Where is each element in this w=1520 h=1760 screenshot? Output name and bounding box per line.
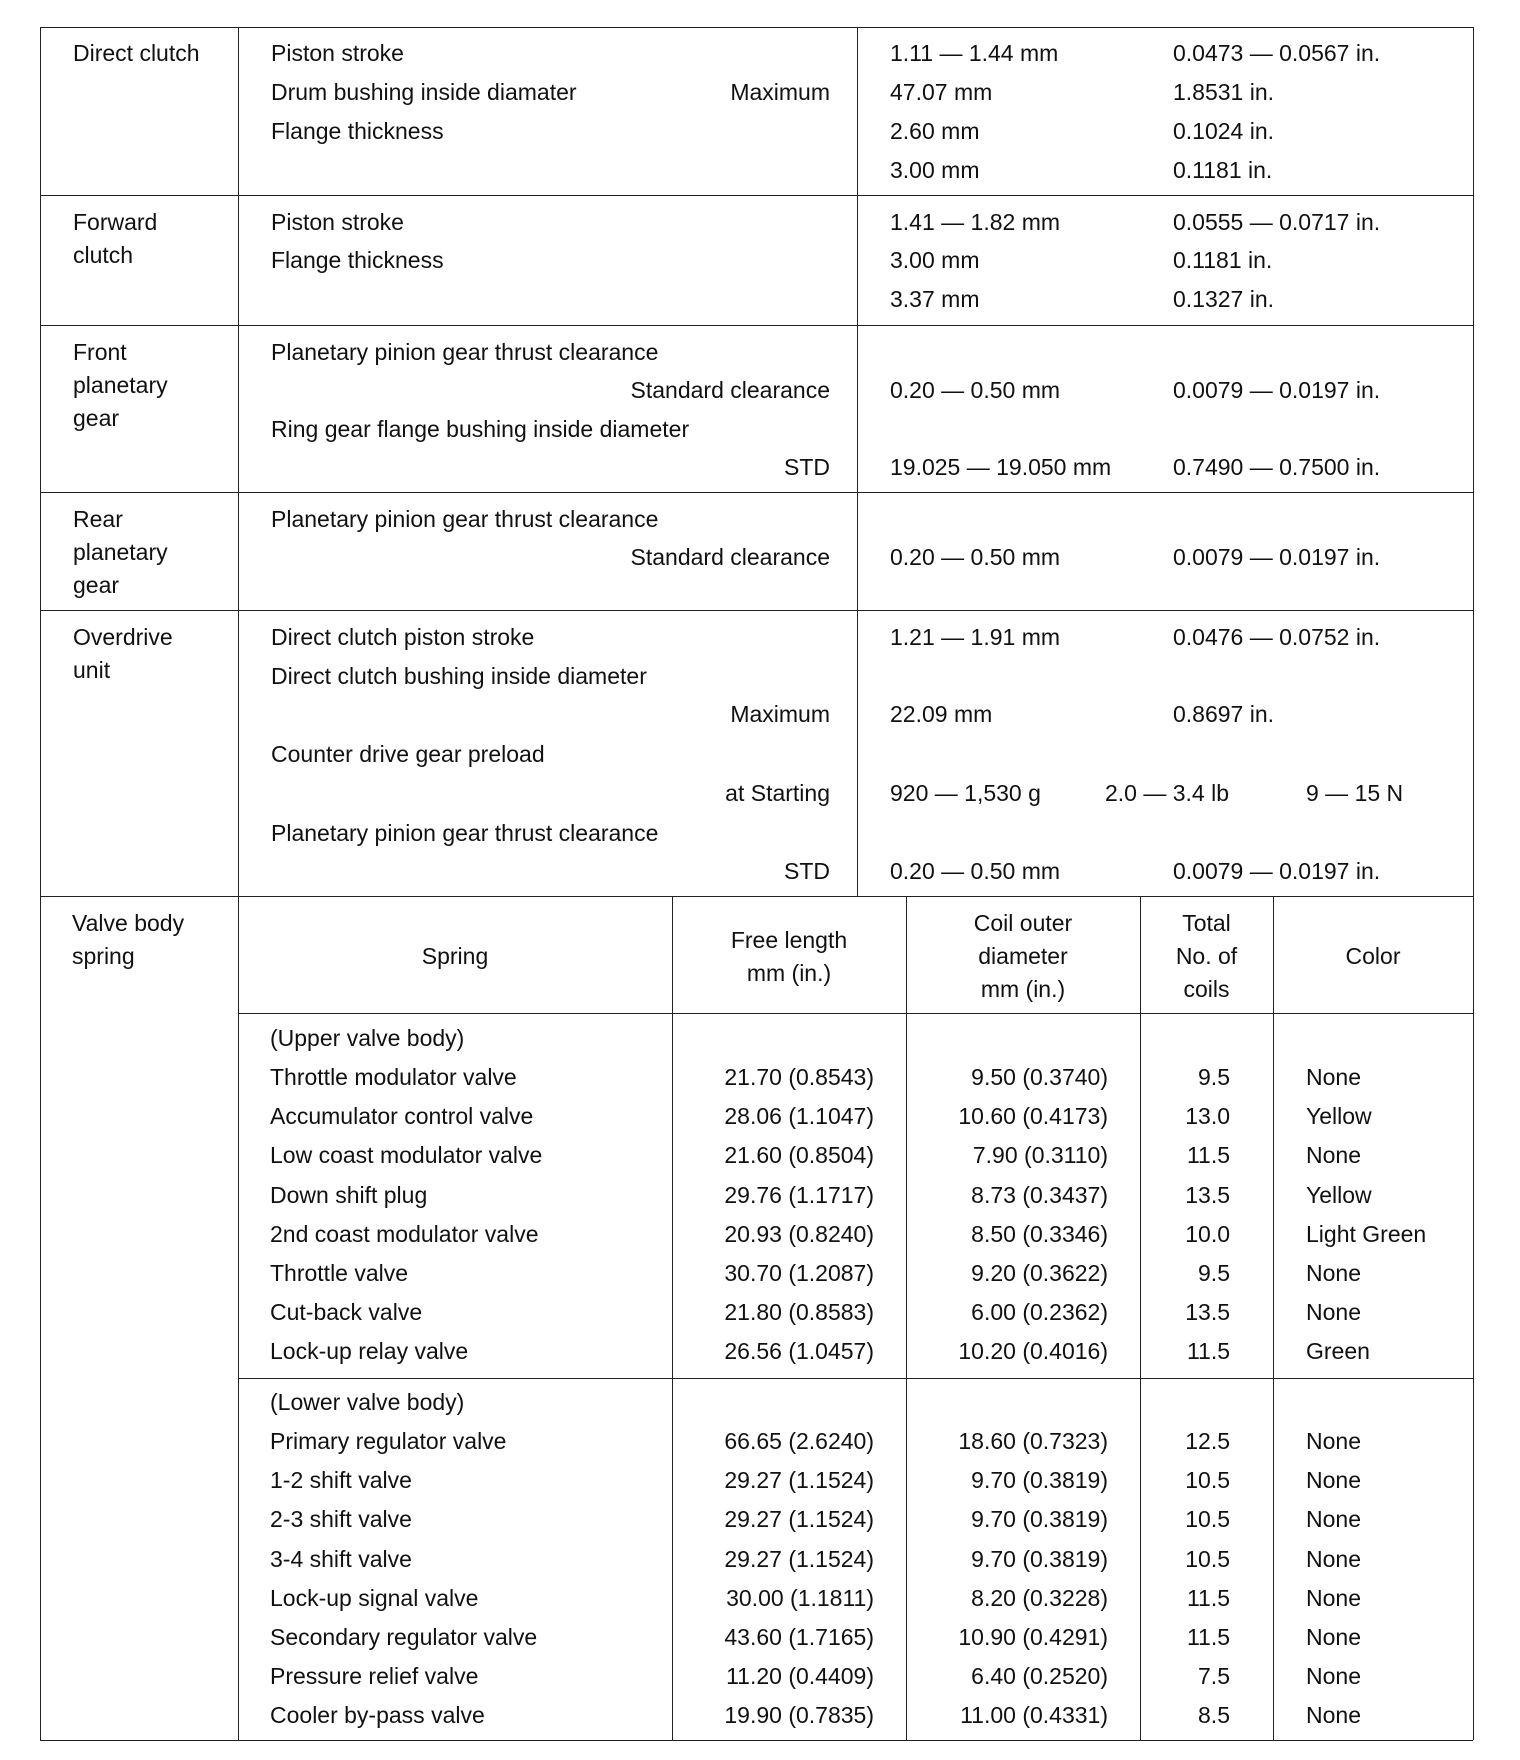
spring-total-coils: 10.5 <box>1185 1467 1230 1494</box>
section-label-rear_planetary: gear <box>73 572 120 598</box>
spring-color: None <box>1306 1467 1361 1494</box>
spec-name: Counter drive gear preload <box>271 741 545 767</box>
table-bottom-border <box>40 1740 1473 1741</box>
spec-name: Direct clutch bushing inside diameter <box>271 663 647 689</box>
spring-color: None <box>1306 1142 1361 1169</box>
spring-name: Cut-back valve <box>270 1299 423 1326</box>
spring-free-length: 19.90 (0.7835) <box>724 1702 874 1729</box>
spring-column-divider <box>672 896 673 1740</box>
section-label-direct_clutch: Direct clutch <box>73 40 200 66</box>
spec-value-in: 0.0476 — 0.0752 in. <box>1173 624 1381 650</box>
spec-value-mm: 3.37 mm <box>890 286 980 312</box>
spring-total-coils: 11.5 <box>1186 1624 1230 1650</box>
spec-name: Planetary pinion gear thrust clearance <box>271 506 659 532</box>
spring-total-coils: 12.5 <box>1185 1428 1230 1454</box>
section-label-overdrive: unit <box>73 657 111 683</box>
spring-name: Lock-up signal valve <box>270 1584 479 1611</box>
spring-total-coils: 13.5 <box>1185 1299 1230 1326</box>
spec-value-in: 1.8531 in. <box>1173 79 1275 105</box>
spring-coil-diameter: 9.70 (0.3819) <box>971 1467 1108 1494</box>
spring-coil-diameter: 8.20 (0.3228) <box>971 1584 1108 1611</box>
spec-value-in: 0.0079 — 0.0197 in. <box>1173 544 1381 570</box>
spec-name: Flange thickness <box>271 247 444 273</box>
header-free-length: Free length <box>730 927 848 953</box>
spring-name: Pressure relief valve <box>270 1663 479 1690</box>
spring-color: Yellow <box>1306 1103 1372 1130</box>
spring-coil-diameter: 10.90 (0.4291) <box>958 1624 1108 1650</box>
spring-color: Yellow <box>1306 1181 1372 1208</box>
spring-color: None <box>1306 1260 1361 1286</box>
spring-coil-diameter: 18.60 (0.7323) <box>958 1428 1108 1454</box>
spec-qualifier: STD <box>784 858 830 884</box>
spec-name: Planetary pinion gear thrust clearance <box>271 339 659 365</box>
spec-value-mm: 1.41 — 1.82 mm <box>890 209 1061 235</box>
spring-coil-diameter: 8.50 (0.3346) <box>971 1220 1108 1247</box>
spring-header-divider <box>238 1013 1473 1014</box>
spring-color: Light Green <box>1306 1220 1427 1247</box>
header-coil-outer: diameter <box>978 943 1068 969</box>
spring-coil-diameter: 10.20 (0.4016) <box>958 1338 1108 1365</box>
header-free-length: mm (in.) <box>746 960 832 986</box>
spring-name: 3-4 shift valve <box>270 1545 412 1572</box>
spec-value-mm: 47.07 mm <box>890 79 993 105</box>
spec-value-mm: 3.00 mm <box>890 247 980 273</box>
spring-total-coils: 13.5 <box>1185 1181 1230 1208</box>
spring-total-coils: 11.5 <box>1186 1338 1230 1365</box>
section-label-front_planetary: planetary <box>73 372 168 398</box>
spec-value-in: 0.0473 — 0.0567 in. <box>1173 40 1381 66</box>
spec-qualifier: STD <box>784 454 830 480</box>
spring-free-length: 21.80 (0.8583) <box>724 1299 874 1326</box>
spring-column-divider <box>906 896 907 1740</box>
spring-coil-diameter: 9.20 (0.3622) <box>971 1260 1108 1286</box>
spring-group-title: (Lower valve body) <box>270 1389 465 1415</box>
spring-color: None <box>1306 1702 1361 1729</box>
spring-free-length: 11.20 (0.4409) <box>726 1663 874 1690</box>
spring-total-coils: 11.5 <box>1186 1584 1230 1611</box>
spec-value-in: 0.8697 in. <box>1173 701 1275 727</box>
spring-name: Lock-up relay valve <box>270 1338 469 1365</box>
spring-total-coils: 9.5 <box>1198 1064 1230 1090</box>
section-divider <box>40 325 1473 326</box>
spring-total-coils: 13.0 <box>1185 1103 1230 1130</box>
section-label-front_planetary: gear <box>73 405 120 431</box>
spring-free-length: 43.60 (1.7165) <box>724 1624 874 1650</box>
spring-free-length: 30.70 (1.2087) <box>724 1260 874 1286</box>
spec-value-mm: 3.00 mm <box>890 157 980 183</box>
spring-free-length: 21.60 (0.8504) <box>724 1142 874 1169</box>
spring-coil-diameter: 11.00 (0.4331) <box>960 1702 1108 1729</box>
spring-group-title: (Upper valve body) <box>270 1025 465 1051</box>
section-divider <box>40 492 1473 493</box>
spec-value-mm: 1.21 — 1.91 mm <box>890 624 1061 650</box>
spec-name: Piston stroke <box>271 40 404 66</box>
spring-color: None <box>1306 1299 1361 1326</box>
spring-free-length: 29.27 (1.1524) <box>724 1545 874 1572</box>
spec-value-mm: 22.09 mm <box>890 701 993 727</box>
spec-qualifier: Standard clearance <box>630 377 830 403</box>
section-label-forward_clutch: clutch <box>73 242 134 268</box>
table-top-border <box>40 27 1473 28</box>
header-total-coils: coils <box>1183 976 1230 1002</box>
spring-coil-diameter: 9.70 (0.3819) <box>971 1545 1108 1572</box>
section-label-forward_clutch: Forward <box>73 209 158 235</box>
section-label-rear_planetary: planetary <box>73 539 168 565</box>
spec-qualifier: Maximum <box>730 701 830 727</box>
spring-free-length: 29.76 (1.1717) <box>724 1181 874 1208</box>
spring-name: Throttle modulator valve <box>270 1064 517 1090</box>
spec-name: Piston stroke <box>271 209 404 235</box>
spring-coil-diameter: 6.40 (0.2520) <box>971 1663 1108 1690</box>
spring-free-length: 20.93 (0.8240) <box>724 1220 874 1247</box>
spring-free-length: 28.06 (1.1047) <box>724 1103 874 1130</box>
spring-coil-diameter: 7.90 (0.3110) <box>972 1142 1108 1169</box>
spring-free-length: 26.56 (1.0457) <box>724 1338 874 1365</box>
section-label-rear_planetary: Rear <box>73 506 123 532</box>
section-label-front_planetary: Front <box>73 339 127 365</box>
spring-total-coils: 11.5 <box>1186 1142 1230 1169</box>
section-label-valve_body: Valve body <box>72 910 185 936</box>
header-total-coils: Total <box>1182 910 1231 936</box>
spec-value-mm: 920 — 1,530 g <box>890 780 1041 806</box>
spring-free-length: 29.27 (1.1524) <box>724 1467 874 1494</box>
spec-qualifier: Standard clearance <box>630 544 830 570</box>
spec-value-mm: 2.60 mm <box>890 118 980 144</box>
spring-color: None <box>1306 1584 1361 1611</box>
spring-total-coils: 7.5 <box>1198 1663 1230 1690</box>
spring-free-length: 29.27 (1.1524) <box>724 1506 874 1533</box>
spec-name: Ring gear flange bushing inside diameter <box>271 416 690 442</box>
spec-value-in: 0.0079 — 0.0197 in. <box>1173 858 1381 884</box>
upper-lower-divider <box>238 1378 1473 1379</box>
section-divider <box>40 896 1473 897</box>
spring-name: Secondary regulator valve <box>270 1624 538 1650</box>
spec-value-mm: 0.20 — 0.50 mm <box>890 544 1061 570</box>
section-label-overdrive: Overdrive <box>73 624 173 650</box>
table-right-border <box>1473 27 1474 1740</box>
spring-name: Cooler by-pass valve <box>270 1702 485 1729</box>
spring-name: Throttle valve <box>270 1260 409 1286</box>
spec-value-in: 0.0079 — 0.0197 in. <box>1173 377 1381 403</box>
spec-value-in: 0.7490 — 0.7500 in. <box>1173 454 1381 480</box>
label-column-divider <box>238 27 239 1740</box>
spring-name: 1-2 shift valve <box>270 1467 412 1494</box>
spec-value-n: 9 — 15 N <box>1306 780 1404 806</box>
spring-name: Accumulator control valve <box>270 1103 534 1130</box>
header-coil-outer: mm (in.) <box>980 976 1066 1002</box>
spring-coil-diameter: 6.00 (0.2362) <box>971 1299 1108 1326</box>
spring-coil-diameter: 8.73 (0.3437) <box>971 1181 1108 1208</box>
section-label-valve_body: spring <box>72 943 135 969</box>
spec-qualifier: at Starting <box>725 780 830 806</box>
value-column-divider <box>857 27 858 896</box>
spec-qualifier: Maximum <box>730 79 830 105</box>
spec-value-lb: 2.0 — 3.4 lb <box>1105 780 1230 806</box>
spring-color: None <box>1306 1064 1361 1090</box>
spec-value-in: 0.0555 — 0.0717 in. <box>1173 209 1381 235</box>
spring-total-coils: 10.5 <box>1185 1506 1230 1533</box>
spring-free-length: 30.00 (1.1811) <box>726 1584 874 1611</box>
spring-name: 2nd coast modulator valve <box>270 1220 539 1247</box>
spring-color: None <box>1306 1506 1361 1533</box>
spring-coil-diameter: 9.70 (0.3819) <box>971 1506 1108 1533</box>
spec-value-mm: 19.025 — 19.050 mm <box>890 454 1112 480</box>
spec-name: Direct clutch piston stroke <box>271 624 535 650</box>
spec-value-in: 0.1181 in. <box>1173 247 1273 273</box>
spring-name: Low coast modulator valve <box>270 1142 543 1169</box>
header-spring: Spring <box>421 943 489 969</box>
table-left-border <box>40 27 41 1740</box>
spec-name: Planetary pinion gear thrust clearance <box>271 820 659 846</box>
spring-total-coils: 10.5 <box>1185 1545 1230 1572</box>
spring-color: None <box>1306 1663 1361 1690</box>
spring-total-coils: 10.0 <box>1185 1220 1230 1247</box>
spring-name: Primary regulator valve <box>270 1428 507 1454</box>
spring-total-coils: 9.5 <box>1198 1260 1230 1286</box>
spec-value-in: 0.1327 in. <box>1173 286 1275 312</box>
spec-name: Drum bushing inside diamater <box>271 79 577 105</box>
spring-column-divider <box>1273 896 1274 1740</box>
spring-color: None <box>1306 1624 1361 1650</box>
header-color: Color <box>1345 943 1401 969</box>
spec-value-in: 0.1181 in. <box>1173 157 1273 183</box>
spring-coil-diameter: 10.60 (0.4173) <box>958 1103 1108 1130</box>
spec-value-mm: 0.20 — 0.50 mm <box>890 377 1061 403</box>
spring-free-length: 21.70 (0.8543) <box>724 1064 874 1090</box>
spec-value-mm: 1.11 — 1.44 mm <box>890 40 1059 66</box>
spring-name: Down shift plug <box>270 1181 428 1208</box>
spec-value-in: 0.1024 in. <box>1173 118 1275 144</box>
spring-total-coils: 8.5 <box>1198 1702 1230 1729</box>
section-divider <box>40 195 1473 196</box>
spring-coil-diameter: 9.50 (0.3740) <box>971 1064 1108 1090</box>
spec-value-mm: 0.20 — 0.50 mm <box>890 858 1061 884</box>
spring-name: 2-3 shift valve <box>270 1506 412 1533</box>
spring-free-length: 66.65 (2.6240) <box>724 1428 874 1454</box>
spring-color: None <box>1306 1428 1361 1454</box>
header-coil-outer: Coil outer <box>973 910 1073 936</box>
section-divider <box>40 610 1473 611</box>
spring-color: None <box>1306 1545 1361 1572</box>
spring-column-divider <box>1140 896 1141 1740</box>
spring-color: Green <box>1306 1338 1370 1365</box>
header-total-coils: No. of <box>1175 943 1238 969</box>
spec-name: Flange thickness <box>271 118 444 144</box>
